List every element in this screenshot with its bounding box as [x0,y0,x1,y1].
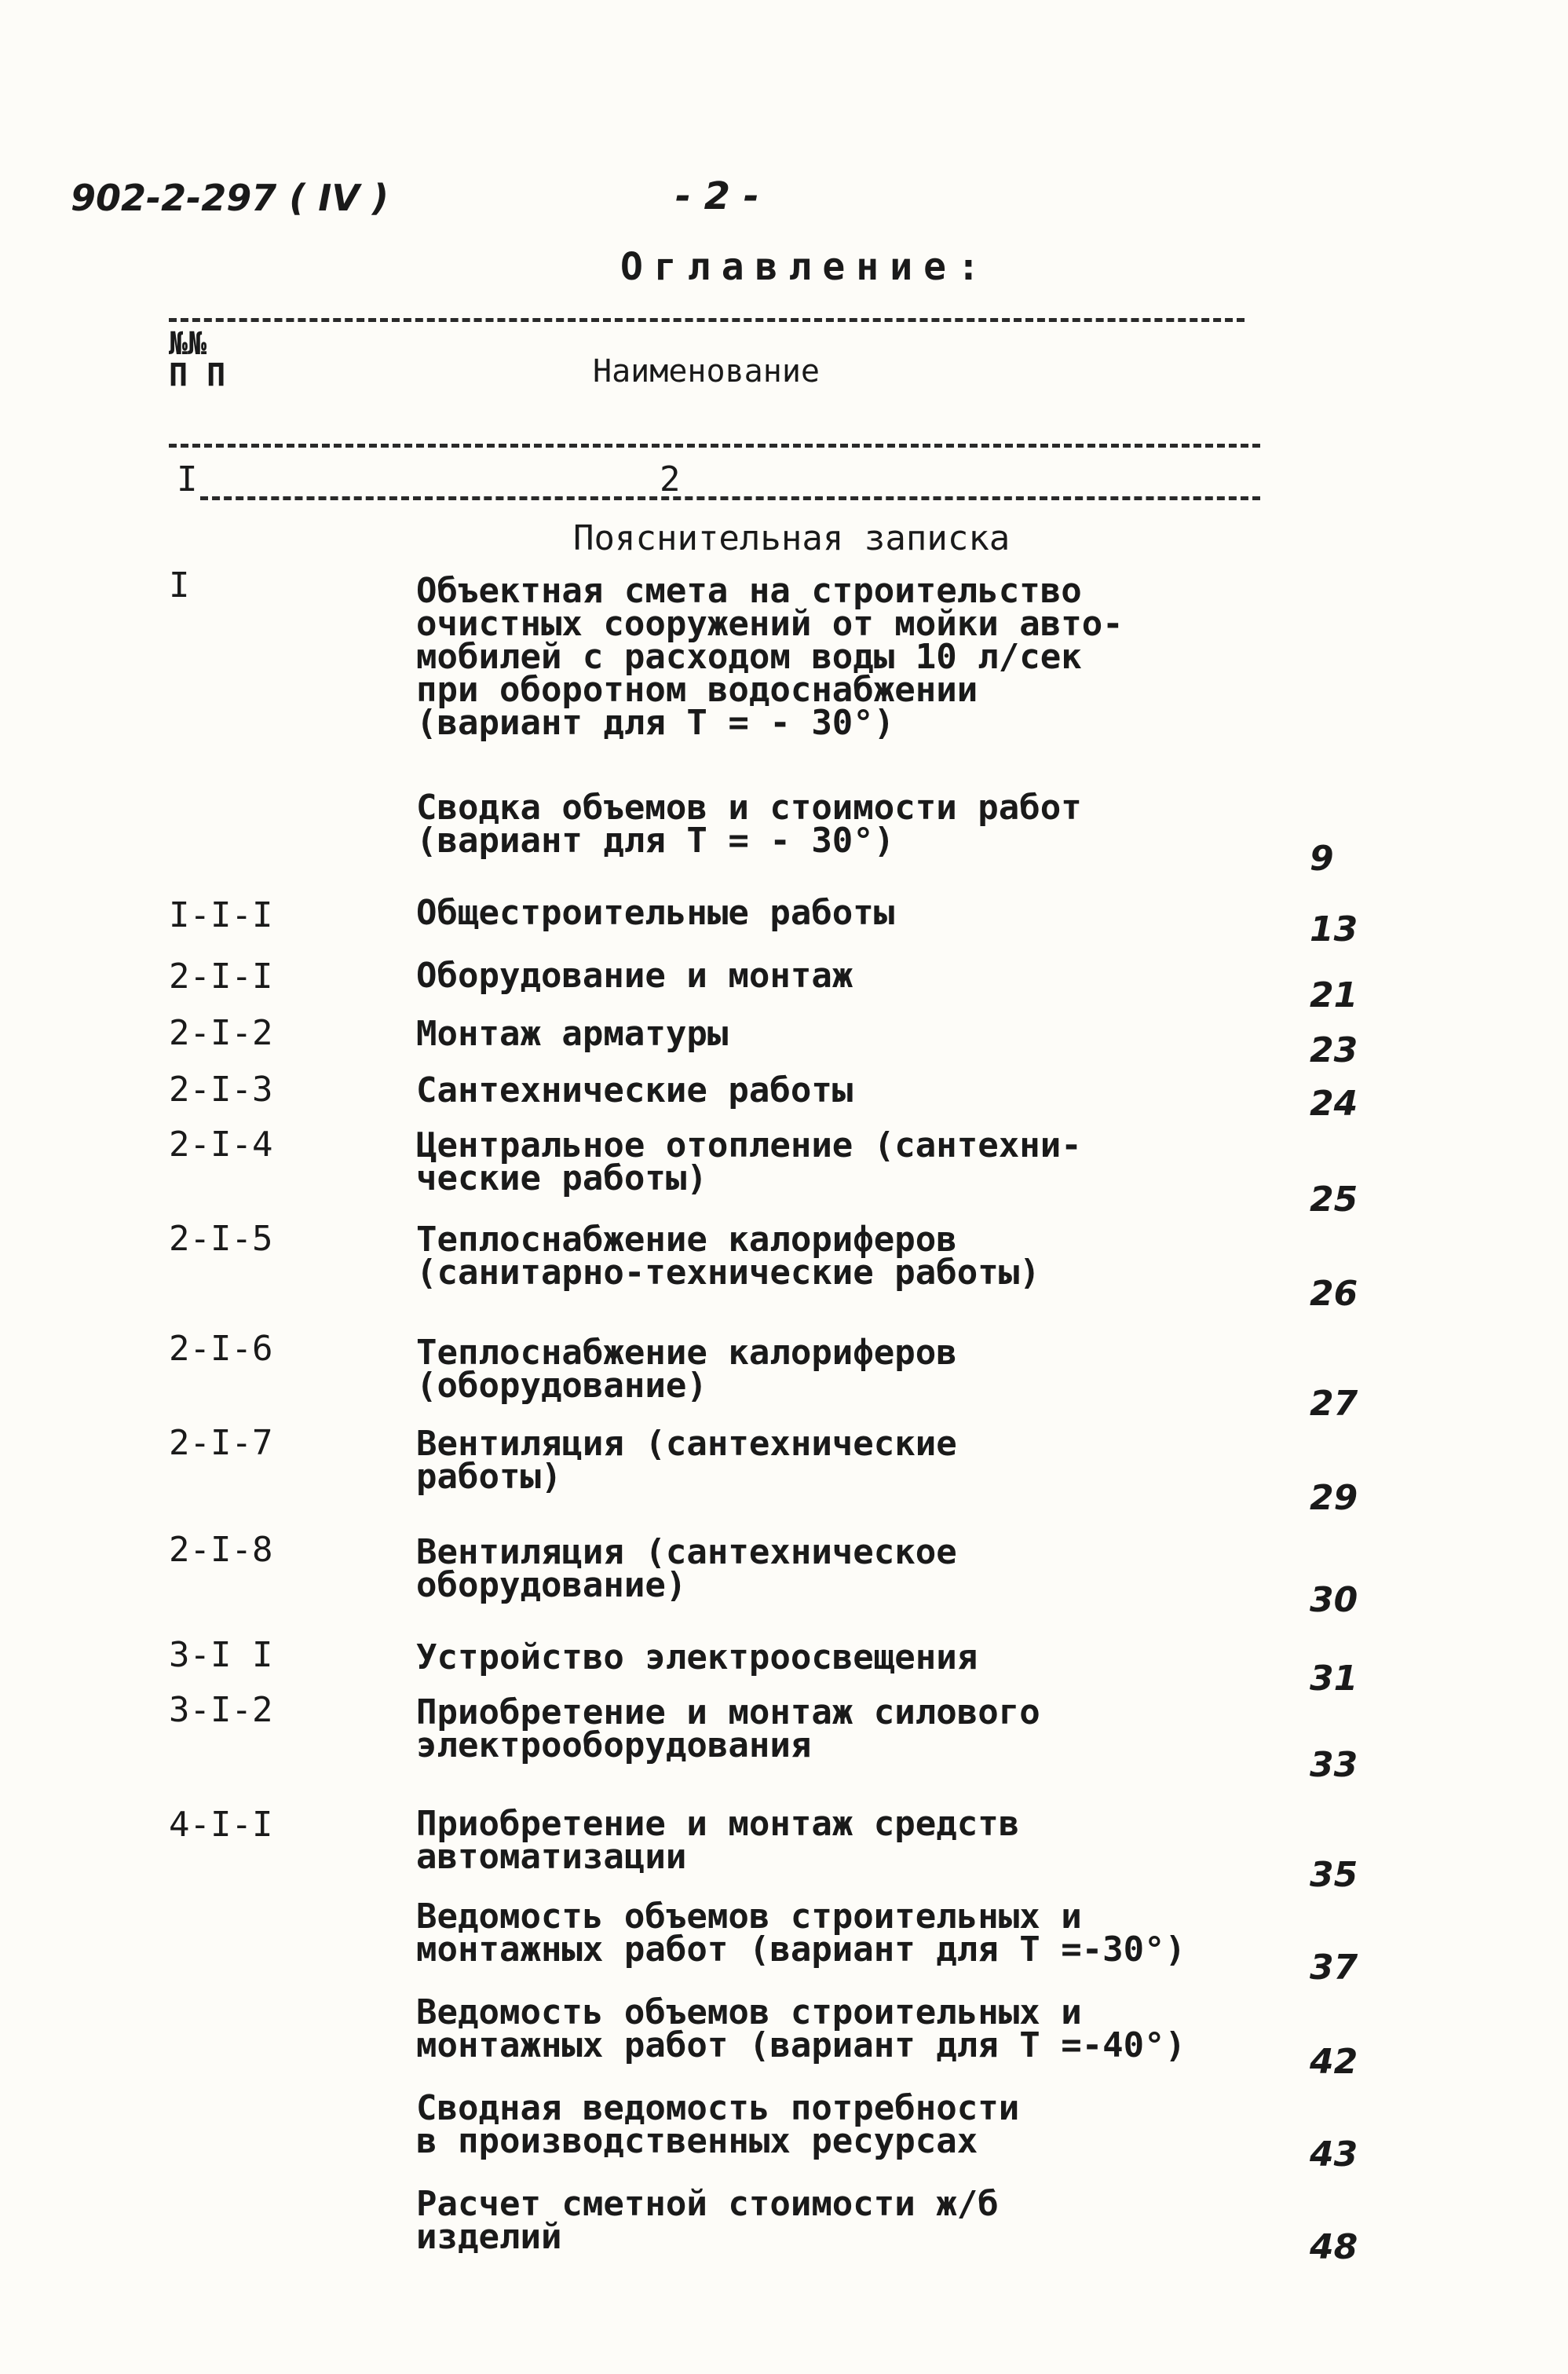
toc-row-page: 30 [1310,1580,1358,1620]
toc-title: Оглавление: [620,245,991,289]
header-bottom-rule [169,444,1260,448]
toc-row-number: 2-I-4 [169,1125,273,1165]
page-number: - 2 - [675,174,759,218]
toc-row-page: 27 [1310,1384,1358,1424]
toc-row-title: Монтаж арматуры [416,1014,729,1054]
document-code: 902-2-297 ( IV ) [71,177,389,219]
toc-row-number: I-I-I [169,895,273,935]
toc-row-number: 2-I-I [169,957,273,997]
toc-row-title: Приобретение и монтаж силового электрооборудования [416,1692,1040,1765]
header-top-rule [169,318,1245,322]
toc-row-title: Ведомость объемов строительных и монтажных работ (вариант для Т =-30°) [416,1897,1186,1970]
toc-row-title: Вентиляция (сантехническое оборудование) [416,1532,957,1605]
toc-row-page: 31 [1310,1659,1358,1699]
toc-row-title: Расчет сметной стоимости ж/б изделий [416,2184,999,2257]
toc-row-page: 35 [1310,1855,1358,1895]
toc-row-page: 24 [1310,1084,1358,1124]
toc-row-title: Центральное отопление (сантехни- ческие работы) [416,1125,1082,1198]
toc-row-title: Сводная ведомость потребности в производственных ресурсах [416,2088,1020,2161]
toc-row-number: 3-I-2 [169,1690,273,1730]
toc-row-title: Теплоснабжение калориферов (оборудование) [416,1333,957,1406]
toc-row-page: 48 [1310,2227,1358,2267]
toc-row-number: 2-I-7 [169,1423,273,1463]
intro-note: Пояснительная записка [573,518,1011,558]
column-index-name: 2 [660,459,681,499]
toc-row-title: Общестроительные работы [416,893,895,933]
toc-row-title: Ведомость объемов строительных и монтажных работ (вариант для Т =-40°) [416,1992,1186,2065]
toc-row-page: 37 [1310,1948,1358,1988]
toc-row-title: Сантехнические работы [416,1070,853,1110]
toc-row-number: 2-I-2 [169,1013,273,1053]
toc-row-page: 26 [1310,1274,1358,1314]
toc-row-title: Вентиляция (сантехнические работы) [416,1424,957,1497]
toc-row-page: 33 [1310,1745,1358,1785]
column-header-name: Наименование [593,353,820,390]
column-header-number: №№ П П [169,326,226,393]
toc-row-page: 43 [1310,2134,1358,2175]
toc-row-title: Приобретение и монтаж средств автоматизации [416,1804,1020,1877]
toc-row-title: Оборудование и монтаж [416,956,853,996]
toc-row-page: 42 [1310,2042,1358,2082]
index-rule [200,496,1260,500]
toc-row-number: 2-I-5 [169,1219,273,1259]
toc-row-number: 2-I-3 [169,1070,273,1110]
toc-row-page: 13 [1310,909,1358,949]
toc-row-title: Объектная смета на строительство очистных сооружений от мойки авто- мобилей с расходом воды 10 л/сек при оборотном водоснабжении (вариант для Т = - 30°) [416,571,1124,743]
toc-row-number: 4-I-I [169,1805,273,1845]
toc-row-number: I [169,565,190,605]
toc-row-number: 2-I-8 [169,1530,273,1570]
column-index-number: I [177,459,198,499]
toc-row-title: Сводка объемов и стоимости работ (вариант для Т = - 30°) [416,788,1082,861]
toc-row-page: 25 [1310,1180,1358,1220]
toc-row-title: Теплоснабжение калориферов (санитарно-технические работы) [416,1220,1040,1293]
toc-row-page: 29 [1310,1478,1358,1518]
toc-row-page: 9 [1310,839,1334,879]
toc-row-page: 21 [1310,975,1358,1015]
toc-row-page: 23 [1310,1030,1358,1070]
toc-row-number: 3-I I [169,1635,273,1675]
toc-row-title: Устройство электроосвещения [416,1637,978,1677]
toc-row-number: 2-I-6 [169,1329,273,1369]
